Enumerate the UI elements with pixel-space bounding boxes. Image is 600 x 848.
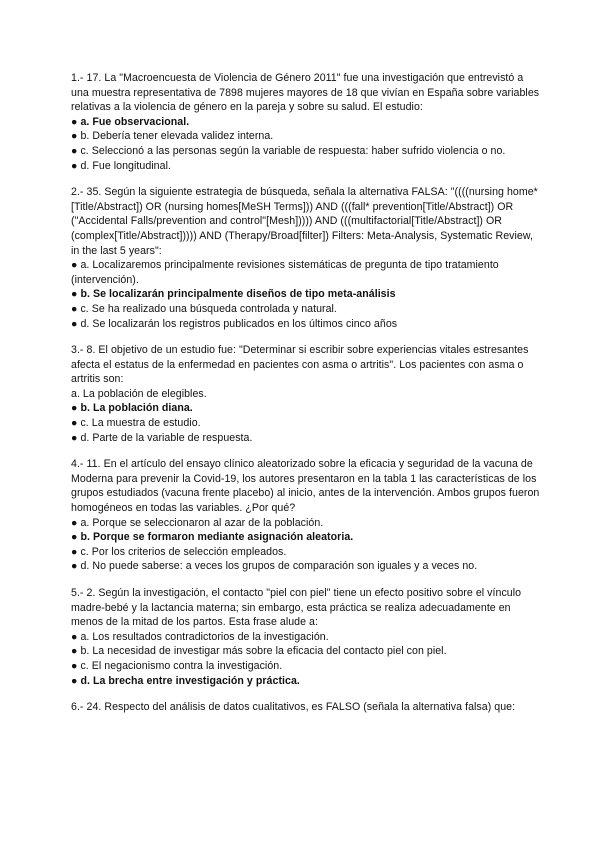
question-2 <box>71 185 541 331</box>
question-list <box>71 71 541 727</box>
question-text: 4.- 11. En el artículo del ensayo clínico aleatorizado sobre la eficacia y seguridad de la vacuna de Moderna para prevenir la Covid-19, los autores presentaron en la tabla 1 las características de los grupos estudiados (vacuna frente placebo) al inicio, antes de la intervención. Ambos grupos fueron homogéneos en todas las variables. ¿Por qué? <box>71 458 540 515</box>
question-text: 1.- 17. La "Macroencuesta de Violencia de Género 2011" fue una investigación que entrevistó a una muestra representativa de 7898 mujeres mayores de 18 que vivían en España sobre variables relativas a la violencia de género en la pareja y sobre su salud. El estudio: <box>71 72 540 114</box>
question-3 <box>71 343 541 445</box>
question-4 <box>71 457 541 574</box>
answer-option: ● b. La necesidad de investigar más sobre la eficacia del contacto piel con piel. <box>71 645 447 658</box>
answer-option: ● c. El negacionismo contra la investigación. <box>71 659 283 672</box>
question-text: 5.- 2. Según la investigación, el contacto "piel con piel" tiene un efecto positivo sobre el vínculo madre-bebé y la lactancia materna; sin embargo, esta práctica se realiza adecuadamente en menos de la mitad de los partos. Esta frase alude a: <box>71 587 522 629</box>
question-text: 2.- 35. Según la siguiente estrategia de búsqueda, señala la alternativa FALSA: "((((nursing home*[Title/Abstract]) OR (nursing homes[MeSH Terms])) AND (((fall* prevention[Title/Abstract]) OR ("Accidental Falls/prevention and control"[Mesh])))) AND (((multifactorial[Title/Abstract]) OR (complex[Title/Abstract])))) AND (Therapy/Broad[filter]) Filters: Meta-Analysis, Systematic Review, in the last 5 years": <box>71 186 538 257</box>
answer-option-correct: ● b. Porque se formaron mediante asignación aleatoria. <box>71 531 354 544</box>
answer-option: ● d. Parte de la variable de respuesta. <box>71 431 253 444</box>
answer-option: ● c. La muestra de estudio. <box>71 417 201 430</box>
question-5 <box>71 586 541 688</box>
answer-option: ● b. Debería tener elevada validez interna. <box>71 130 274 143</box>
answer-option: ● c. Se ha realizado una búsqueda controlada y natural. <box>71 302 337 315</box>
answer-option: ● a. Porque se seleccionaron al azar de la población. <box>71 516 324 529</box>
question-1 <box>71 71 541 173</box>
answer-option: ● d. Se localizarán los registros publicados en los últimos cinco años <box>71 317 398 330</box>
answer-option: ● c. Por los criterios de selección empleados. <box>71 545 287 558</box>
question-text: 3.- 8. El objetivo de un estudio fue: "Determinar si escribir sobre experiencias vitales estresantes afecta el estatus de la enfermedad en pacientes con asma o artritis". Los pacientes con asma o artritis son: <box>71 344 529 386</box>
answer-option: ● d. No puede saberse: a veces los grupos de comparación son iguales y a veces no. <box>71 560 478 573</box>
question-6 <box>71 700 541 715</box>
answer-option-correct: ● d. La brecha entre investigación y práctica. <box>71 674 300 687</box>
answer-option-correct: ● a. Fue observacional. <box>71 115 190 128</box>
answer-option: ● a. Los resultados contradictorios de la investigación. <box>71 630 329 643</box>
answer-option: ● d. Fue longitudinal. <box>71 159 171 172</box>
answer-option: ● a. Localizaremos principalmente revisiones sistemáticas de pregunta de tipo tratamiento (intervención). <box>71 259 499 286</box>
answer-option-correct: ● b. La población diana. <box>71 402 193 415</box>
answer-option: a. La población de elegibles. <box>71 387 207 400</box>
answer-option: ● c. Seleccionó a las personas según la variable de respuesta: haber sufrido violencia o no. <box>71 144 506 157</box>
question-text: 6.- 24. Respecto del análisis de datos cualitativos, es FALSO (señala la alternativa falsa) que: <box>71 701 516 714</box>
answer-option-correct: ● b. Se localizarán principalmente diseños de tipo meta-análisis <box>71 288 396 301</box>
